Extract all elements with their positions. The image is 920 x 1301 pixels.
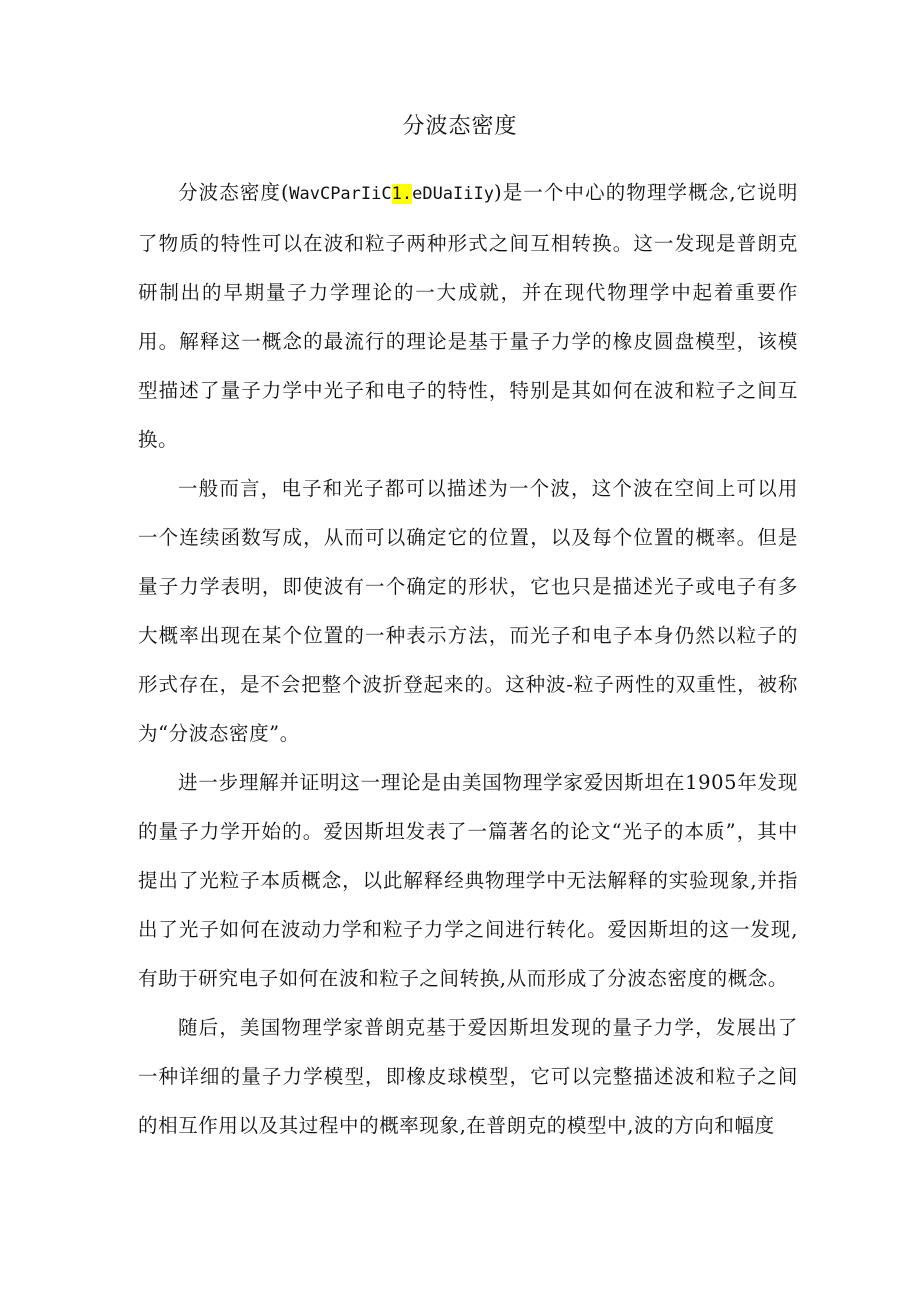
document-title: 分波态密度	[402, 114, 518, 139]
document-body	[138, 168, 798, 1150]
paragraph-1-latin-term: WavCParIiC	[289, 184, 392, 204]
paragraph-3: 进一步理解并证明这一理论是由美国物理学家爱因斯坦在1905年发现的量子力学开始的。爱因斯坦发表了一篇著名的论文“光子的本质”，其中提出了光粒子本质概念，以此解释经典物理学中无法解释的实验现象,并指出了光子如何在波动力学和粒子力学之间进行转化。爱因斯坦的这一发现,有助于研究电子如何在波和粒子之间转换,从而形成了分波态密度的概念。	[138, 771, 798, 990]
paragraph-2: 一般而言，电子和光子都可以描述为一个波，这个波在空间上可以用一个连续函数写成，从而可以确定它的位置，以及每个位置的概率。但是量子力学表明，即使波有一个确定的形状，它也只是描述光子或电子有多大概率出现在某个位置的一种表示方法，而光子和电子本身仍然以粒子的形式存在，是不会把整个波折登起来的。这种波-粒子两性的双重性，被称为“分波态密度”。	[138, 477, 798, 745]
paragraph-4: 随后，美国物理学家普朗克基于爱因斯坦发现的量子力学，发展出了一种详细的量子力学模型，即橡皮球模型，它可以完整描述波和粒子之间的相互作用以及其过程中的概率现象,在普朗克的模型中,波的方向和幅度	[138, 1016, 798, 1137]
paragraph-1-rest: )是一个中心的物理学概念,它说明了物质的特性可以在波和粒子两种形式之间互相转换。这一发现是普朗克研制出的早期量子力学理论的一大成就，并在现代物理学中起着重要作用。解释这一概念的最流行的理论是基于量子力学的橡皮圆盘模型，该模型描述了量子力学中光子和电子的特性，特别是其如何在波和粒子之间互换。	[138, 181, 798, 451]
paragraph-1-lead: 分波态密度(	[178, 181, 290, 204]
highlighted-text: 1.	[391, 184, 413, 204]
paragraph-1-latin-term-end: eDUaIiIy	[412, 184, 494, 204]
paragraph-1	[138, 168, 798, 464]
